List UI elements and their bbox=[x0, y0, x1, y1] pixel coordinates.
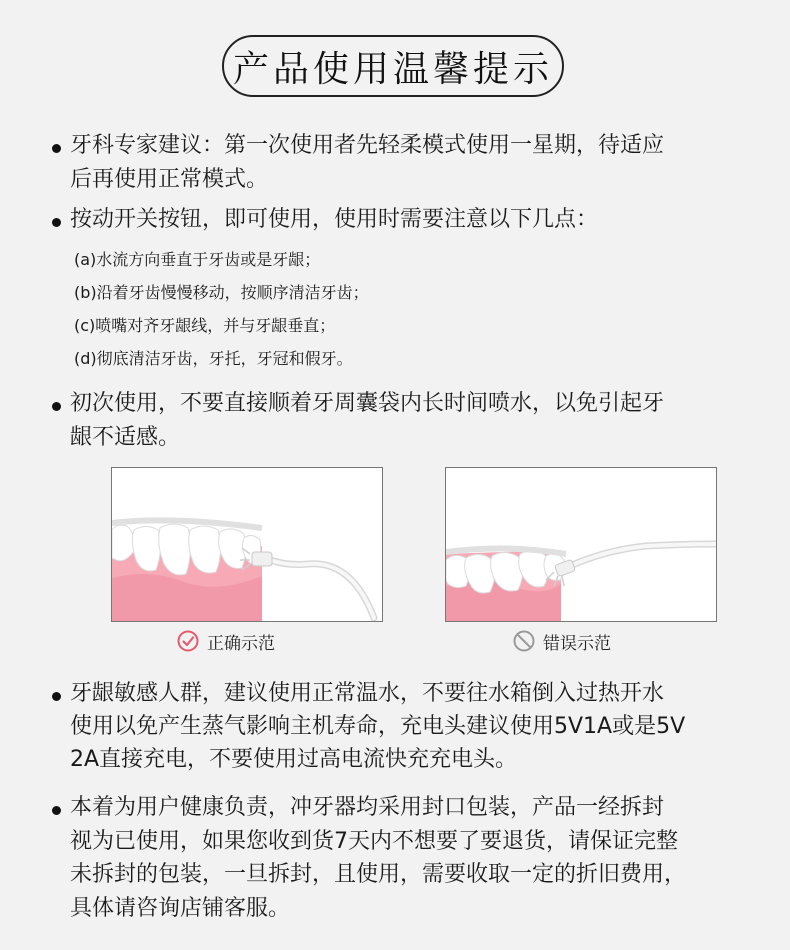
tip-text: 未拆封的包装，一旦拆封，且使用，需要收取一定的折旧费用， bbox=[70, 862, 687, 887]
bullet-icon bbox=[52, 402, 61, 411]
tip-sub-item: (c)喷嘴对齐牙龈线，并与牙龈垂直； bbox=[74, 316, 336, 335]
tip-text: 牙科专家建议：第一次使用者先轻柔模式使用一星期，待适应 bbox=[70, 133, 665, 158]
bullet-icon bbox=[52, 218, 61, 227]
teeth-wrong-illustration bbox=[446, 468, 716, 621]
wrong-demo-image bbox=[445, 467, 717, 622]
correct-demo-label: 正确示范 bbox=[207, 633, 275, 654]
tip-text: 按动开关按钮，即可使用，使用时需要注意以下几点： bbox=[70, 207, 599, 232]
tip-text: 后再使用正常模式。 bbox=[70, 167, 269, 192]
tip-text: 龈不适感。 bbox=[70, 425, 181, 450]
wrong-demo-label: 错误示范 bbox=[543, 633, 611, 654]
tip-text: 初次使用，不要直接顺着牙周囊袋内长时间喷水，以免引起牙 bbox=[70, 391, 665, 416]
teeth-correct-illustration bbox=[112, 468, 382, 621]
tip-sub-item: (a)水流方向垂直于牙齿或是牙龈； bbox=[74, 250, 321, 269]
tip-text: 牙龈敏感人群，建议使用正常温水，不要往水箱倒入过热开水 bbox=[70, 681, 665, 706]
tip-text: 具体请咨询店铺客服。 bbox=[70, 896, 291, 921]
check-circle-icon bbox=[177, 630, 199, 652]
tip-text: 2A直接充电，不要使用过高电流快充充电头。 bbox=[70, 747, 518, 772]
tip-text: 视为已使用，如果您收到货7天内不想要了要退货，请保证完整 bbox=[70, 829, 678, 854]
bullet-icon bbox=[52, 144, 61, 153]
bullet-icon bbox=[52, 806, 61, 815]
tip-sub-item: (d)彻底清洁牙齿，牙托，牙冠和假牙。 bbox=[74, 349, 353, 368]
page-title: 产品使用温馨提示 bbox=[222, 35, 564, 97]
tip-sub-item: (b)沿着牙齿慢慢移动，按顺序清洁牙齿； bbox=[74, 283, 369, 302]
correct-demo-image bbox=[111, 467, 383, 622]
prohibited-icon bbox=[513, 630, 535, 652]
tip-text: 使用以免产生蒸气影响主机寿命，充电头建议使用5V1A或是5V bbox=[70, 714, 686, 739]
correct-demo-caption bbox=[177, 630, 275, 652]
wrong-demo-caption bbox=[513, 630, 611, 652]
tip-text: 本着为用户健康负责，冲牙器均采用封口包装，产品一经拆封 bbox=[70, 795, 665, 820]
bullet-icon bbox=[52, 692, 61, 701]
